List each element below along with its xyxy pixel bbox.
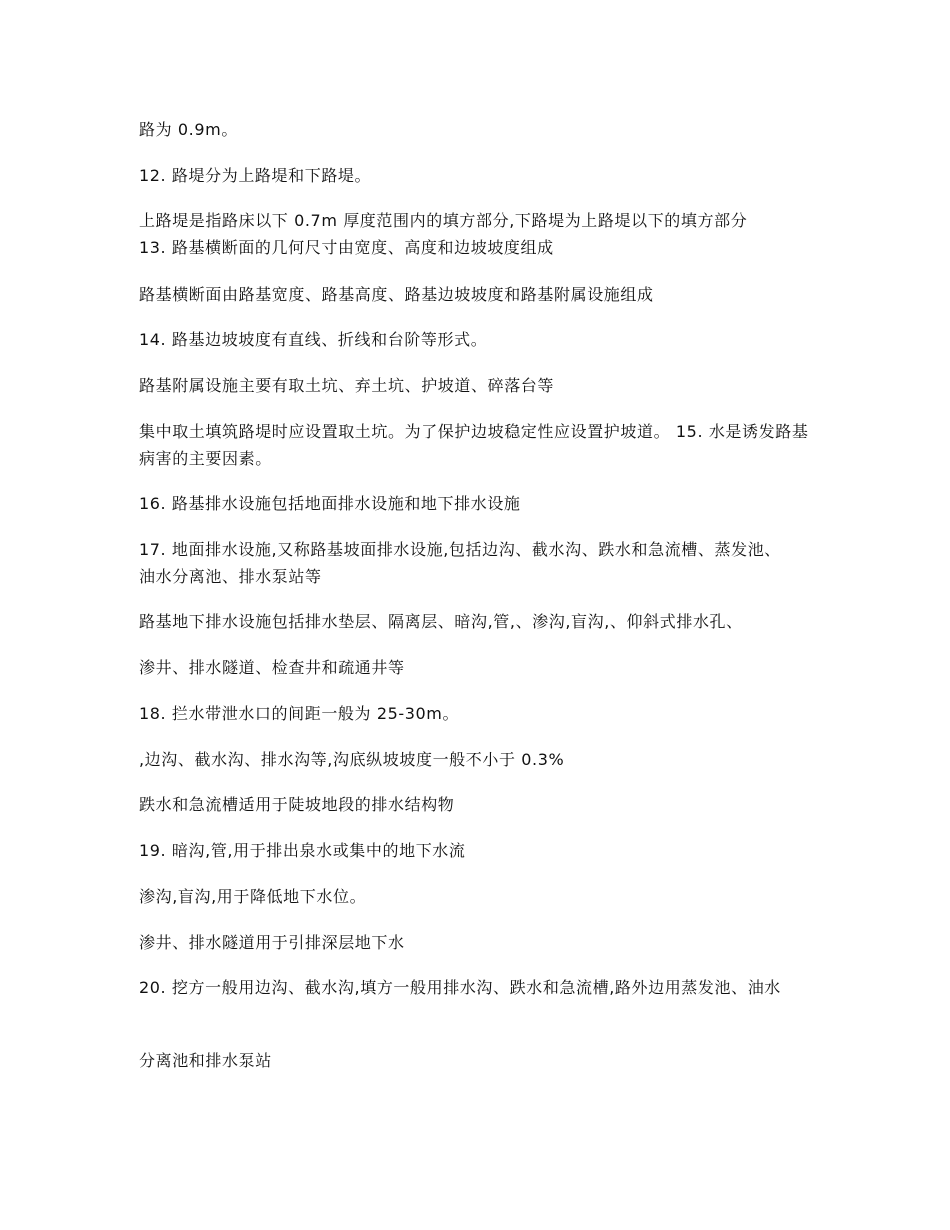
paragraph-2: 12. 路堤分为上路堤和下路堤。 [139,166,372,185]
paragraph-16: 19. 暗沟,管,用于排出泉水或集中的地下水流 [139,841,466,860]
paragraph-9: 16. 路基排水设施包括地面排水设施和地下排水设施 [139,494,521,513]
paragraph-11: 路基地下排水设施包括排水垫层、隔离层、暗沟,管,、渗沟,盲沟,、仰斜式排水孔、 [139,612,743,631]
paragraph-3: 上路堤是指路床以下 0.7m 厚度范围内的填方部分,下路堤为上路堤以下的填方部分 [139,211,748,230]
paragraph-6: 14. 路基边坡坡度有直线、折线和台阶等形式。 [139,330,488,349]
paragraph-19: 20. 挖方一般用边沟、截水沟,填方一般用排水沟、跌水和急流槽,路外边用蒸发池、油水 [139,978,781,997]
paragraph-18: 渗井、排水隧道用于引排深层地下水 [139,933,405,952]
paragraph-5: 路基横断面由路基宽度、路基高度、路基边坡坡度和路基附属设施组成 [139,285,654,304]
paragraph-4: 13. 路基横断面的几何尺寸由宽度、高度和边坡坡度组成 [139,238,554,257]
paragraph-10-wrap: 油水分离池、排水泵站等 [139,567,322,586]
paragraph-14: ,边沟、截水沟、排水沟等,沟底纵坡坡度一般不小于 0.3% [139,750,565,769]
paragraph-20: 分离池和排水泵站 [139,1051,272,1070]
paragraph-8: 集中取土填筑路堤时应设置取土坑。为了保护边坡稳定性应设置护坡道。 15. 水是诱发路基病害的主要因素。 [139,422,809,468]
paragraph-17: 渗沟,盲沟,用于降低地下水位。 [139,887,367,906]
paragraph-12: 渗井、排水隧道、检查井和疏通井等 [139,658,405,677]
paragraph-15: 跌水和急流槽适用于陡坡地段的排水结构物 [139,795,455,814]
paragraph-7: 路基附属设施主要有取土坑、弃土坑、护坡道、碎落台等 [139,376,555,395]
paragraph-13: 18. 拦水带泄水口的间距一般为 25-30m。 [139,704,460,723]
paragraph-1: 路为 0.9m。 [139,120,238,139]
paragraph-10: 17. 地面排水设施,又称路基坡面排水设施,包括边沟、截水沟、跌水和急流槽、蒸发池、 [139,540,781,559]
